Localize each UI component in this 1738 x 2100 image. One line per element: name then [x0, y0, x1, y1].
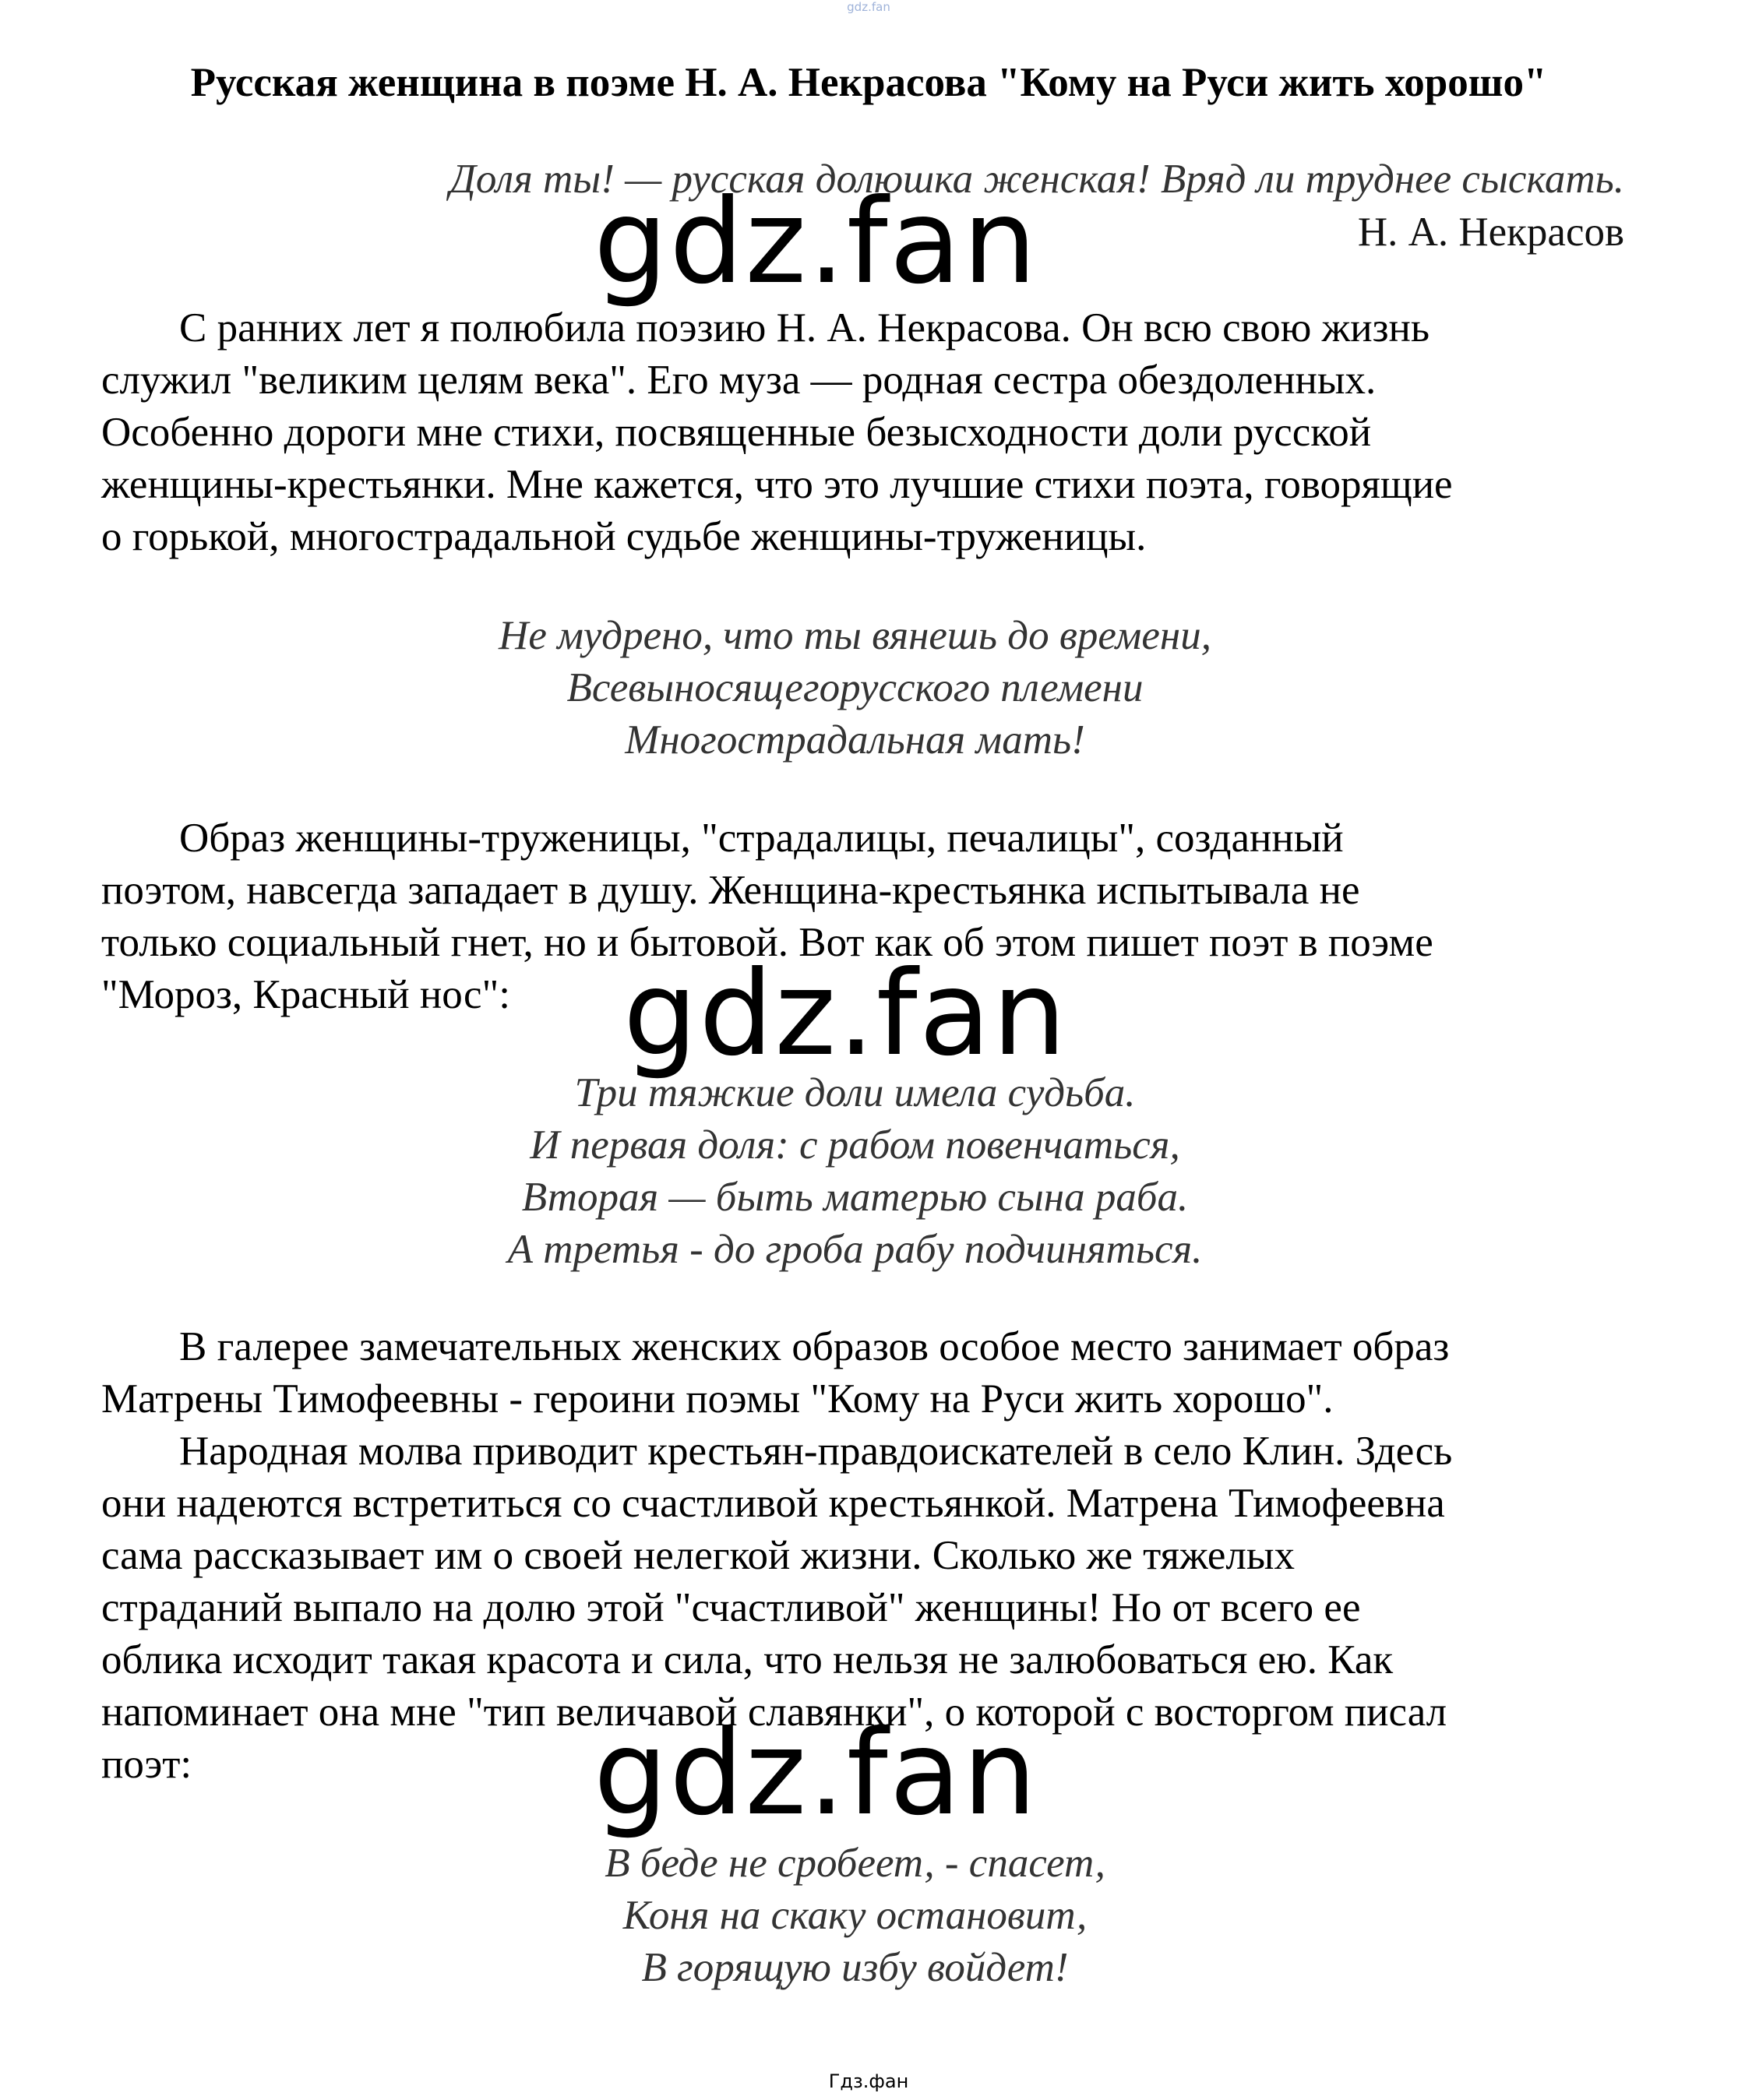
watermark-text: gdz.fan [623, 946, 1068, 1082]
paragraph-line: напоминает она мне "тип величавой славянки", о которой с восторгом писал [101, 1690, 1447, 1735]
paragraph-line: поэт: [101, 1742, 192, 1787]
paragraph-line: "Мороз, Красный нос": [101, 972, 510, 1017]
watermark-text: gdz.fan [594, 174, 1038, 310]
paragraph-line: служил "великим целям века". Его муза — родная сестра обездоленных. [101, 358, 1377, 403]
footer-site-label: Гдз.фан [828, 2070, 909, 2092]
paragraph-line: они надеются встретиться со счастливой крестьянкой. Матрена Тимофеевна [101, 1481, 1445, 1526]
verse-line: Вторая — быть матерью сына раба. [521, 1175, 1189, 1220]
paragraph-line: С ранних лет я полюбила поэзию Н. А. Некрасова. Он всю свою жизнь [179, 305, 1430, 351]
verse-stanza-3 [101, 1838, 1609, 1994]
paragraph-line: поэтом, навсегда западает в душу. Женщина-крестьянка испытывала не [101, 868, 1360, 913]
epigraph-author: Н. А. Некрасов [1357, 210, 1624, 255]
verse-line: И первая доля: с рабом повенчаться, [530, 1122, 1180, 1168]
verse-line: Три тяжкие доли имела судьба. [574, 1070, 1136, 1115]
verse-line: Не мудрено, что ты вянешь до времени, [499, 613, 1211, 658]
verse-line: В горящую избу войдет! [641, 1945, 1069, 1990]
paragraph-line: страданий выпало на долю этой "счастливой" женщины! Но от всего ее [101, 1585, 1361, 1630]
document-title: Русская женщина в поэме Н. А. Некрасова "Кому на Руси жить хорошо" [190, 60, 1547, 105]
verse-line: А третья - до гроба рабу подчиняться. [507, 1227, 1203, 1272]
paragraph-line: облика исходит такая красота и сила, что нельзя не залюбоваться ею. Как [101, 1637, 1394, 1682]
paragraph-line: сама рассказывает им о своей нелегкой жизни. Сколько же тяжелых [101, 1533, 1295, 1578]
watermark-text: gdz.fan [594, 1706, 1038, 1841]
paragraph-line: женщины-крестьянки. Мне кажется, что это лучшие стихи поэта, говорящие [101, 462, 1453, 507]
paragraph-line: Народная молва приводит крестьян-правдоискателей в село Клин. Здесь [179, 1429, 1453, 1474]
verse-line: Многострадальная мать! [625, 717, 1085, 763]
paragraph-line: о горькой, многострадальной судьбе женщины-труженицы. [101, 514, 1147, 559]
verse-stanza-1 [101, 610, 1609, 766]
verse-line: В беде не сробеет, - спасет, [605, 1841, 1105, 1886]
verse-stanza-2 [101, 1067, 1609, 1276]
header-watermark: gdz.fan [847, 0, 890, 14]
paragraph-intro [101, 302, 1609, 563]
paragraph-gallery [101, 1321, 1609, 1425]
paragraph-line: Особенно дороги мне стихи, посвященные безысходности доли русской [101, 410, 1372, 455]
paragraph-line: В галерее замечательных женских образов особое место занимает образ [179, 1324, 1450, 1369]
paragraph-line: Матрены Тимофеевны - героини поэмы "Кому на Руси жить хорошо". [101, 1376, 1334, 1422]
paragraph-line: Образ женщины-труженицы, "страдалицы, печалицы", созданный [179, 816, 1344, 861]
epigraph-quote: Доля ты! — русская долюшка женская! Вряд ли труднее сыскать. [449, 157, 1624, 202]
verse-line: Коня на скаку остановит, [622, 1893, 1088, 1938]
verse-line: Всевыносящегорусского племени [566, 665, 1144, 710]
paragraph-line: только социальный гнет, но и бытовой. Вот как об этом пишет поэт в поэме [101, 920, 1433, 965]
